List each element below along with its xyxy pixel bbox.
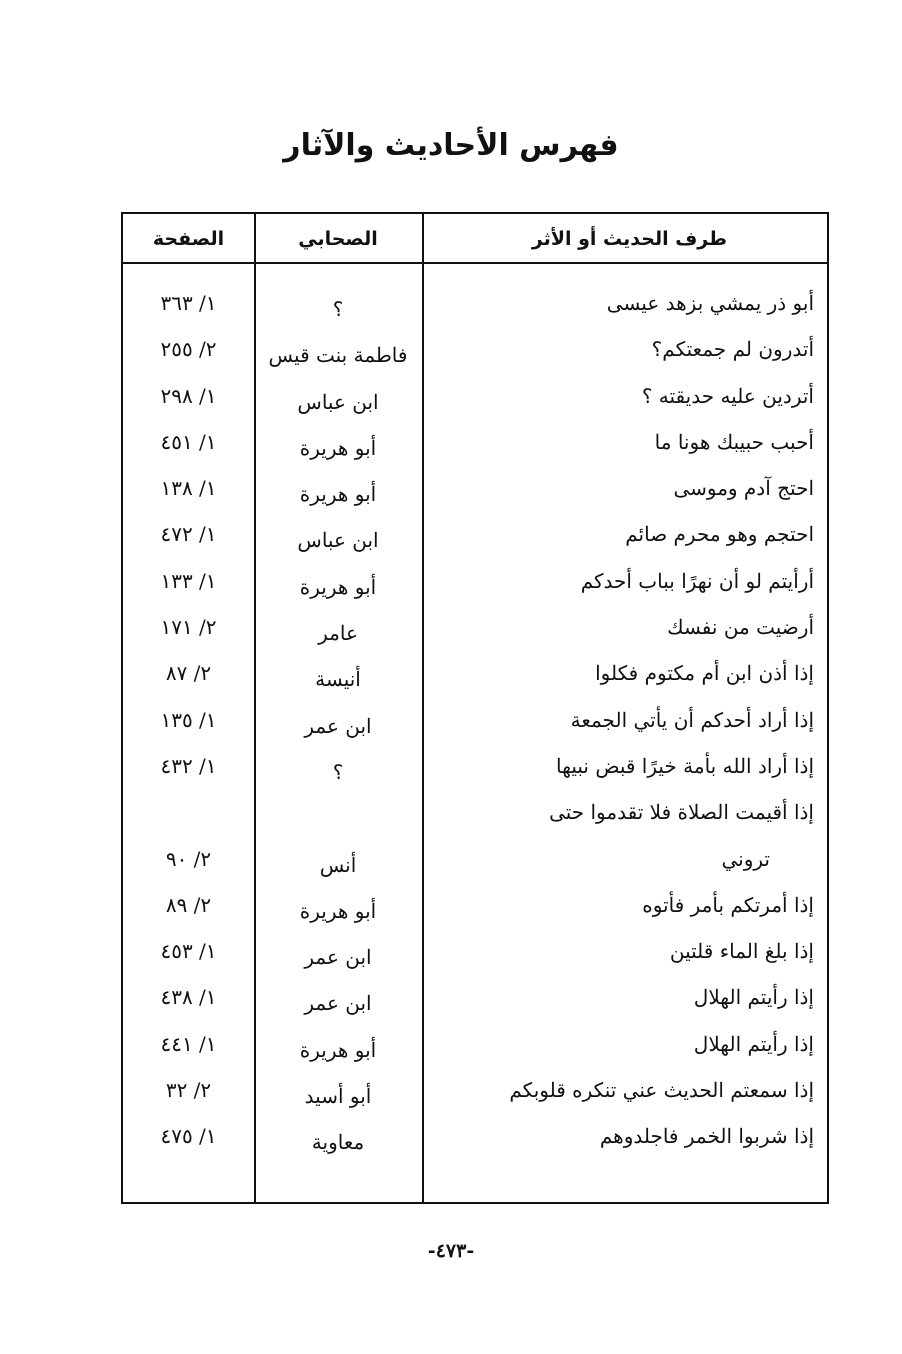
hadith-cell: أتردين عليه حديقته ؟ [641,383,814,408]
table-row [123,836,827,882]
companion-cell [254,795,422,841]
header-page: الصفحة [152,228,225,250]
hadith-cell: إذا أراد أحدكم أن يأتي الجمعة [570,707,814,732]
page-cell: ١/ ١٣٨ [160,476,217,501]
hadith-cell: احتج آدم وموسى [673,476,814,501]
table-row [123,697,827,743]
hadith-cell: إذا سمعتم الحديث عني تنكره قلوبكم [509,1078,814,1103]
hadith-cell: أتدرون لم جمعتكم؟ [651,337,814,362]
page-cell [123,789,254,835]
hadith-cell: إذا رأيتم الهلال [693,1031,814,1056]
hadith-cell: إذا رأيتم الهلال [693,985,814,1010]
page-title: فهرس الأحاديث والآثار [283,128,619,163]
table-row [123,280,827,326]
table-row [123,511,827,557]
hadith-cell: أرأيتم لو أن نهرًا بباب أحدكم [580,568,814,593]
companion-cell: ابن عمر [304,713,372,738]
hadith-cell: إذا بلغ الماء قلتين [669,939,814,964]
page-cell: ٢/ ٨٩ [165,892,212,917]
page-cell: ١/ ٢٩٨ [160,383,217,408]
page-cell: ٢/ ٩٠ [165,846,212,871]
table-row [123,419,827,465]
companion-cell: أبو هريرة [299,482,377,507]
table-row [123,743,827,789]
table-body [123,280,827,1160]
companion-cell: أبو هريرة [299,1037,377,1062]
companion-cell: ابن عباس [297,528,379,553]
page-cell: ١/ ٤٣٢ [160,753,217,778]
table-row [123,974,827,1020]
page-cell: ١/ ٤٥٣ [160,939,217,964]
hadith-cell: إذا أمرتكم بأمر فأتوه [642,892,814,917]
companion-cell: عامر [318,621,358,646]
hadith-cell: أرضيت من نفسك [667,615,814,640]
companion-cell: ابن عمر [304,945,372,970]
hadith-cell: إذا أذن ابن أم مكتوم فكلوا [595,661,814,686]
companion-cell: أبو أسيد [304,1084,372,1109]
companion-cell: أنس [319,852,357,877]
table-row [123,373,827,419]
page-cell: ٢/ ٨٧ [165,661,212,686]
page-cell: ٢/ ١٧١ [160,615,217,640]
table-row [123,1067,827,1113]
table-row [123,789,827,835]
table-row [123,1021,827,1067]
companion-cell: معاوية [311,1130,365,1155]
companion-cell: فاطمة بنت قيس [268,343,408,368]
companion-cell: ابن عمر [304,991,372,1016]
table-row [123,604,827,650]
page-cell: ١/ ٤٤١ [160,1031,217,1056]
hadith-index-table [121,212,829,1204]
companion-cell: أبو هريرة [299,435,377,460]
hadith-cell: أحبب حبيبك هونا ما [654,429,814,454]
companion-cell: ؟ [332,297,344,321]
table-row [123,650,827,696]
companion-cell: ؟ [332,759,344,784]
table-row [123,882,827,928]
header-companion: الصحابي [298,228,378,250]
page-cell: ١/ ٤٧٥ [160,1124,217,1149]
page-cell: ١/ ١٣٣ [160,568,217,593]
table-row [123,326,827,372]
table-row [123,465,827,511]
companion-cell: ابن عباس [297,389,379,414]
companion-cell: أبو هريرة [299,574,377,599]
hadith-cell: احتجم وهو محرم صائم [625,522,814,547]
page-cell: ١/ ٣٦٣ [160,291,217,315]
companion-cell: أبو هريرة [299,898,377,923]
hadith-cell: إذا أراد الله بأمة خيرًا قبض نبيها [556,753,814,778]
page-cell: ٢/ ٢٥٥ [160,337,217,362]
hadith-cell: أبو ذر يمشي بزهد عيسى [606,291,814,315]
page-cell: ١/ ٤٧٢ [160,522,217,547]
hadith-cell: إذا أقيمت الصلاة فلا تقدموا حتى [549,800,814,825]
page-cell: ٢/ ٣٢ [165,1078,212,1103]
page-number: -٤٧٣- [427,1240,475,1262]
page-cell: ١/ ١٣٥ [160,707,217,732]
hadith-cell-continuation: تروني [721,846,770,871]
header-hadith-label: طرف الحديث أو الأثر [531,228,727,250]
table-row [123,1113,827,1159]
table-row [123,558,827,604]
table-row [123,928,827,974]
page-cell: ١/ ٤٥١ [160,429,217,454]
page-cell: ١/ ٤٣٨ [160,985,217,1010]
hadith-cell: إذا شربوا الخمر فاجلدوهم [599,1124,814,1149]
header-hadith [422,214,827,262]
companion-cell: أنيسة [315,667,361,692]
